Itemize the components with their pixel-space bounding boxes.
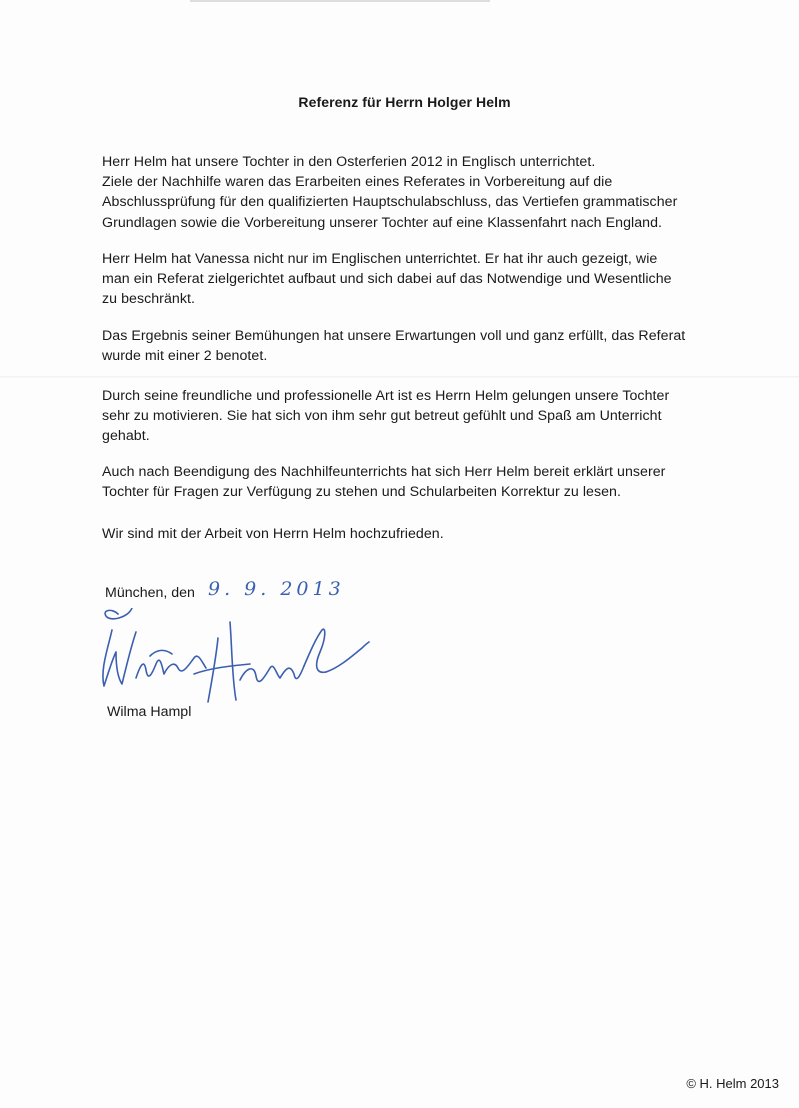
paragraph-line: Das Ergebnis seiner Bemühungen hat unsere Erwartungen voll und ganz erfüllt, das Referat [102,328,686,344]
scan-edge-mark [190,0,490,2]
paragraph-motivation [102,386,722,447]
paragraph-line: Ziele der Nachhilfe waren das Erarbeiten eines Referates in Vorbereitung auf die [102,174,613,191]
paragraph-line: Herr Helm hat Vanessa nicht nur im Englischen unterrichtet. Er hat ihr auch gezeigt, wie [102,251,658,267]
paragraph-line: Tochter für Fragen zur Verfügung zu stehen und Schularbeiten Korrektur zu lesen. [102,484,621,501]
paragraph-line: Grundlagen sowie die Vorbereitung unserer Tochter auf eine Klassenfahrt nach England. [102,214,663,231]
paragraph-closing [102,524,722,544]
paragraph-line: Auch nach Beendigung des Nachhilfeunterrichts hat sich Herr Helm bereit erklärt unserer [102,464,666,480]
paragraph-teaching [102,249,722,310]
paragraph-line: Abschlussprüfung für den qualifizierten Hauptschulabschluss, das Vertiefen grammatischer [102,194,678,211]
paragraph-line: Herr Helm hat unsere Tochter in den Osterferien 2012 in Englisch unterrichtet. [102,154,596,170]
paragraph-line: Wir sind mit der Arbeit von Herrn Helm hochzufrieden. [102,526,444,542]
paragraph-line: sehr zu motivieren. Sie hat sich von ihm sehr gut betreut gefühlt und Spaß am Unterricht [102,408,662,425]
paragraph-line: wurde mit einer 2 benotet. [102,348,268,365]
paragraph-line: Durch seine freundliche und professionelle Art ist es Herrn Helm gelungen unsere Tochter [102,388,670,404]
handwritten-date: 9. 9. 2013 [208,578,345,600]
signer-name: Wilma Hampl [107,704,192,720]
paragraph-line: gehabt. [102,428,150,445]
paragraph-line: zu beschränkt. [102,291,195,308]
handwritten-signature [90,608,370,713]
copyright-notice: © H. Helm 2013 [686,1076,779,1091]
paper-fold-line [0,376,799,378]
letter-title: Referenz für Herrn Holger Helm [298,94,511,110]
paragraph-intro [102,152,722,233]
paragraph-line: man ein Referat zielgerichtet aufbaut und sich dabei auf das Notwendige und Wesentliche [102,271,672,288]
place-label: München, den [105,585,195,601]
paragraph-followup [102,462,722,502]
paragraph-result [102,326,722,366]
